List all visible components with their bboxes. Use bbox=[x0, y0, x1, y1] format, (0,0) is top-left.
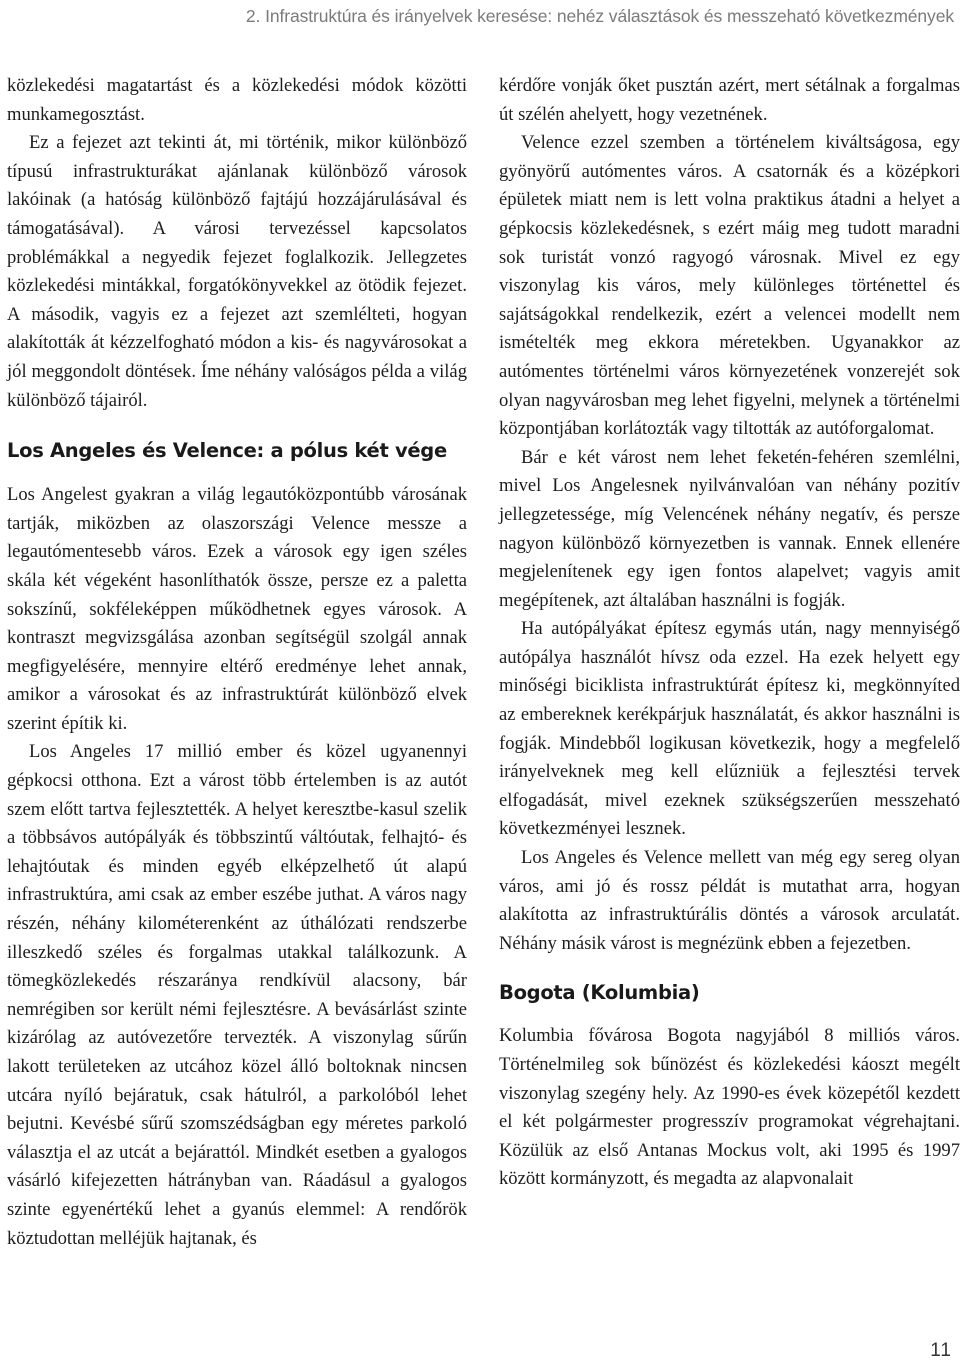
paragraph-velence: Velence ezzel szemben a történelem kiváltságosa, egy gyönyörű autómentes város. A csatornák és a középkori épületek miatt nem is lett volna praktikus átadni a helyet a gépkocsis közlekedésnek, s ezért máig meg tudott maradni sok turistát vonzó ragyogó városnak. Mivel ez egy viszonylag kis város, mely különleges történettel és sajátságokkal rendelkezik, ezért a velencei modellt nem ismételték meg ekkora méretekben. Ugyanakkor az autómentes történelmi város környezetének vonzerejét sok olyan nagyvárosban meg lehet figyelni, melynek a történelmi központjában korlátozták vagy tiltották az autóforgalomat. bbox=[499, 132, 960, 440]
paragraph-continuation: közlekedési magatartást és a közlekedési módok közötti munkamegosztást. bbox=[7, 75, 467, 125]
section-heading-bogota: Bogota (Kolumbia) bbox=[499, 981, 700, 1005]
right-column bbox=[499, 72, 960, 1194]
paragraph-continuation: kérdőre vonják őket pusztán azért, mert sétálnak a forgalmas út szélén ahelyett, hogy vezetnének. bbox=[499, 75, 960, 125]
paragraph-infrastructure-principle: Ha autópályákat építesz egymás után, nagy mennyiségő autópálya használót hívsz oda ezzel. Ha ezek helyett egy minőségi biciklista infrastruktúrát építesz ki, megkönnyíted az embereknek kerékpárjuk használatát, és akkor használni is fogják. Mindebből logikusan következik, hogy a megfelelő irányelveknek meg kell elűzniük a fejlesztési tervek elfogadását, mivel ezeknek szükségszerűen messzeható következményei lesznek. bbox=[499, 618, 960, 840]
section-heading-los-angeles-velence: Los Angeles és Velence: a pólus két vége bbox=[7, 439, 447, 463]
paragraph-los-angeles-detail: Los Angeles 17 millió ember és közel ugyanennyi gépkocsi otthona. Ezt a várost több értelemben is az autót szem előtt tartva fejlesztették. A helyet keresztbe-kasul szelik a többsávos autópályák és többszintű váltóutak, felhajtó- és lehajtóutak és minden egyéb elképzelhető út alapú infrastruktúra, ami csak az ember eszébe juthat. A város nagy részén, néhány kilométerenként az úthálózati rendszerbe illeszkedő széles és forgalmas utakkal találkozunk. A tömegközlekedés részaránya rendkívül alacsony, bár nemrégiben sor került némi fejlesztésre. A bevásárlást szinte kizárólag az autóvezetőre tervezték. A viszonylag sűrűn lakott területeken az utcához közel álló boltoknak nincsen utcára nyíló bejáratuk, csak hátulról, a parkolóból lehet bejutni. Kevésbé sűrű szomszédságban egy méretes parkoló választja el az utcát a bejárattól. Mindkét esetben a gyalogos vásárló kifejezetten hátrányban van. Ráadásul a gyalogos szinte egyenértékű lehet a gyanús elemmel: A rendőrök köztudottan melléjük hajtanak, és bbox=[7, 741, 467, 1249]
paragraph-other-cities: Los Angeles és Velence mellett van még egy sereg olyan város, ami jó és rossz példát is mutathat arra, hogyan alakította az infrastruktúrális döntés a városok arculatát. Néhány másik várost is megnézünk ebben a fejezetben. bbox=[499, 847, 960, 954]
paragraph-chapter-overview: Ez a fejezet azt tekinti át, mi történik, mikor különböző típusú infrastrukturákat ajánlanak különböző városok lakóinak (a hatóság különböző fajtájú hozzájárulásával és támogatásával). A városi tervezéssel kapcsolatos problémákkal a negyedik fejezet foglalkozik. Jellegzetes közlekedési mintákkal, forgatókönyvekkel az ötödik fejezet. A második, vagyis ez a fejezet azt szemlélteti, hogyan alakították át kézzelfogható módon a kis- és nagyvárosokat a jól meggondolt döntések. Íme néhány valóságos példa a világ különböző tájairól. bbox=[7, 132, 467, 411]
page-number: 11 bbox=[930, 1340, 952, 1361]
paragraph-los-angeles-intro: Los Angelest gyakran a világ legautóközpontúbb városának tartják, miközben az olaszországi Velence messze a legautómentesebb város. Ezek a városok egy igen széles skála két végeként hasonlíthatók össze, persze ez a paletta sokszínű, sokféleképpen működhetnek egyes városok. A kontraszt megvizsgálása azonban segítségül szolgál annak megfigyelésére, mennyire eltérő eredménye lehet annak, amikor a városokat és az infrastruktúrát különböző elvek szerint építik ki. bbox=[7, 484, 467, 734]
left-column bbox=[7, 72, 467, 1253]
paragraph-bogota: Kolumbia fővárosa Bogota nagyjából 8 milliós város. Történelmileg sok bűnözést és közlekedési káoszt megélt viszonylag szegény hely. Az 1990-es évek közepétől kezdett el két polgármester progresszív programokat végrehajtani. Közülük az első Antanas Mockus volt, aki 1995 és 1997 között kormányzott, és megadta az alapvonalait bbox=[499, 1025, 960, 1190]
paragraph-comparison: Bár e két várost nem lehet feketén-fehéren szemlélni, mivel Los Angelesnek nyilvánvalóan van néhány pozitív jellegzetessége, míg Velencének néhány negatív, és persze nagyon különböző környezetben is vannak. Ennek ellenére megjelenítenek egy igen fontos alapelvet; vagyis amit megépítenek, azt általában használni is fogják. bbox=[499, 446, 960, 611]
running-header: 2. Infrastruktúra és irányelvek keresése: nehéz választások és messzeható következmények bbox=[245, 6, 954, 26]
